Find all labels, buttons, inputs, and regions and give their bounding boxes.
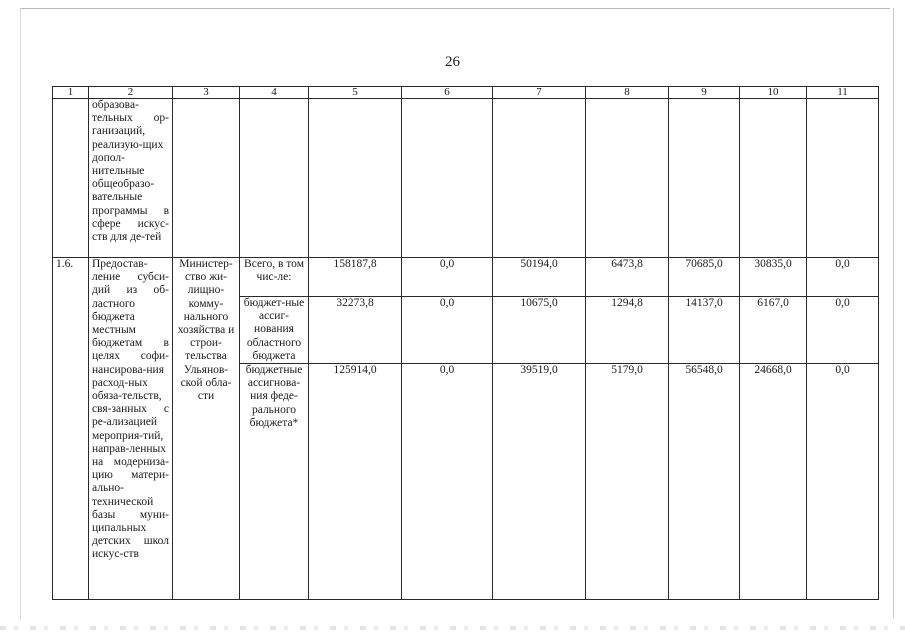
header-cell: 5 bbox=[309, 87, 402, 99]
value-cell: 0,0 bbox=[402, 297, 493, 364]
row-number-cell bbox=[53, 99, 89, 258]
executor-cell bbox=[173, 99, 240, 258]
value-cell bbox=[740, 99, 807, 258]
funding-source-cell: Всего, в том чис-ле: bbox=[240, 258, 309, 297]
activity-name-cell: образова-тельных ор-ганизаций, реализую-щих допол-нительные общеобразо-вательные программы в сфере искус-ств для де-тей bbox=[89, 99, 173, 258]
value-cell: 0,0 bbox=[807, 258, 879, 297]
value-cell: 0,0 bbox=[807, 297, 879, 364]
page-number: 26 bbox=[445, 54, 460, 70]
executor-cell: Министер-ство жи-лищно-комму-нального хозяйства и строи-тельства Ульянов-ской обла-сти bbox=[173, 258, 240, 600]
value-cell: 70685,0 bbox=[669, 258, 740, 297]
value-cell bbox=[402, 99, 493, 258]
budget-table bbox=[52, 86, 879, 600]
value-cell bbox=[807, 99, 879, 258]
header-cell: 11 bbox=[807, 87, 879, 99]
header-cell: 10 bbox=[740, 87, 807, 99]
activity-name-cell: Предостав-ление субси-дий из об-ластного бюджета местным бюджетам в целях софи-нансирова-ния расход-ных обяза-тельств, свя-занных с ре-ализацией мероприя-тий, направ-ленных на модерниза-цию матери-ально-технической базы муни-ципальных детских школ искус-ств bbox=[89, 258, 173, 600]
header-cell: 2 bbox=[89, 87, 173, 99]
value-cell: 6473,8 bbox=[586, 258, 669, 297]
value-cell: 5179,0 bbox=[586, 364, 669, 600]
value-cell: 56548,0 bbox=[669, 364, 740, 600]
page-edge bbox=[20, 8, 890, 9]
funding-source-cell: бюджетные ассигнова-ния феде-рального бюджета* bbox=[240, 364, 309, 600]
funding-source-cell: бюджет-ные ассиг-нования областного бюджета bbox=[240, 297, 309, 364]
value-cell: 10675,0 bbox=[493, 297, 586, 364]
header-cell: 3 bbox=[173, 87, 240, 99]
header-cell: 4 bbox=[240, 87, 309, 99]
value-cell: 0,0 bbox=[402, 258, 493, 297]
page-edge-left bbox=[20, 8, 21, 620]
value-cell: 6167,0 bbox=[740, 297, 807, 364]
table-row-total bbox=[53, 258, 879, 297]
header-cell: 1 bbox=[53, 87, 89, 99]
header-cell: 6 bbox=[402, 87, 493, 99]
value-cell: 30835,0 bbox=[740, 258, 807, 297]
value-cell: 125914,0 bbox=[309, 364, 402, 600]
value-cell: 14137,0 bbox=[669, 297, 740, 364]
value-cell bbox=[309, 99, 402, 258]
funding-source-cell bbox=[240, 99, 309, 258]
row-number-cell: 1.6. bbox=[53, 258, 89, 600]
value-cell: 32273,8 bbox=[309, 297, 402, 364]
table-row-continuation bbox=[53, 99, 879, 258]
header-cell: 7 bbox=[493, 87, 586, 99]
value-cell: 39519,0 bbox=[493, 364, 586, 600]
value-cell bbox=[493, 99, 586, 258]
page-edge-right bbox=[893, 8, 894, 618]
value-cell: 1294,8 bbox=[586, 297, 669, 364]
value-cell: 24668,0 bbox=[740, 364, 807, 600]
table-header-row bbox=[53, 87, 879, 99]
header-cell: 8 bbox=[586, 87, 669, 99]
value-cell: 0,0 bbox=[402, 364, 493, 600]
value-cell bbox=[669, 99, 740, 258]
scan-artifact bbox=[0, 626, 905, 630]
header-cell: 9 bbox=[669, 87, 740, 99]
value-cell: 158187,8 bbox=[309, 258, 402, 297]
value-cell: 50194,0 bbox=[493, 258, 586, 297]
value-cell: 0,0 bbox=[807, 364, 879, 600]
value-cell bbox=[586, 99, 669, 258]
